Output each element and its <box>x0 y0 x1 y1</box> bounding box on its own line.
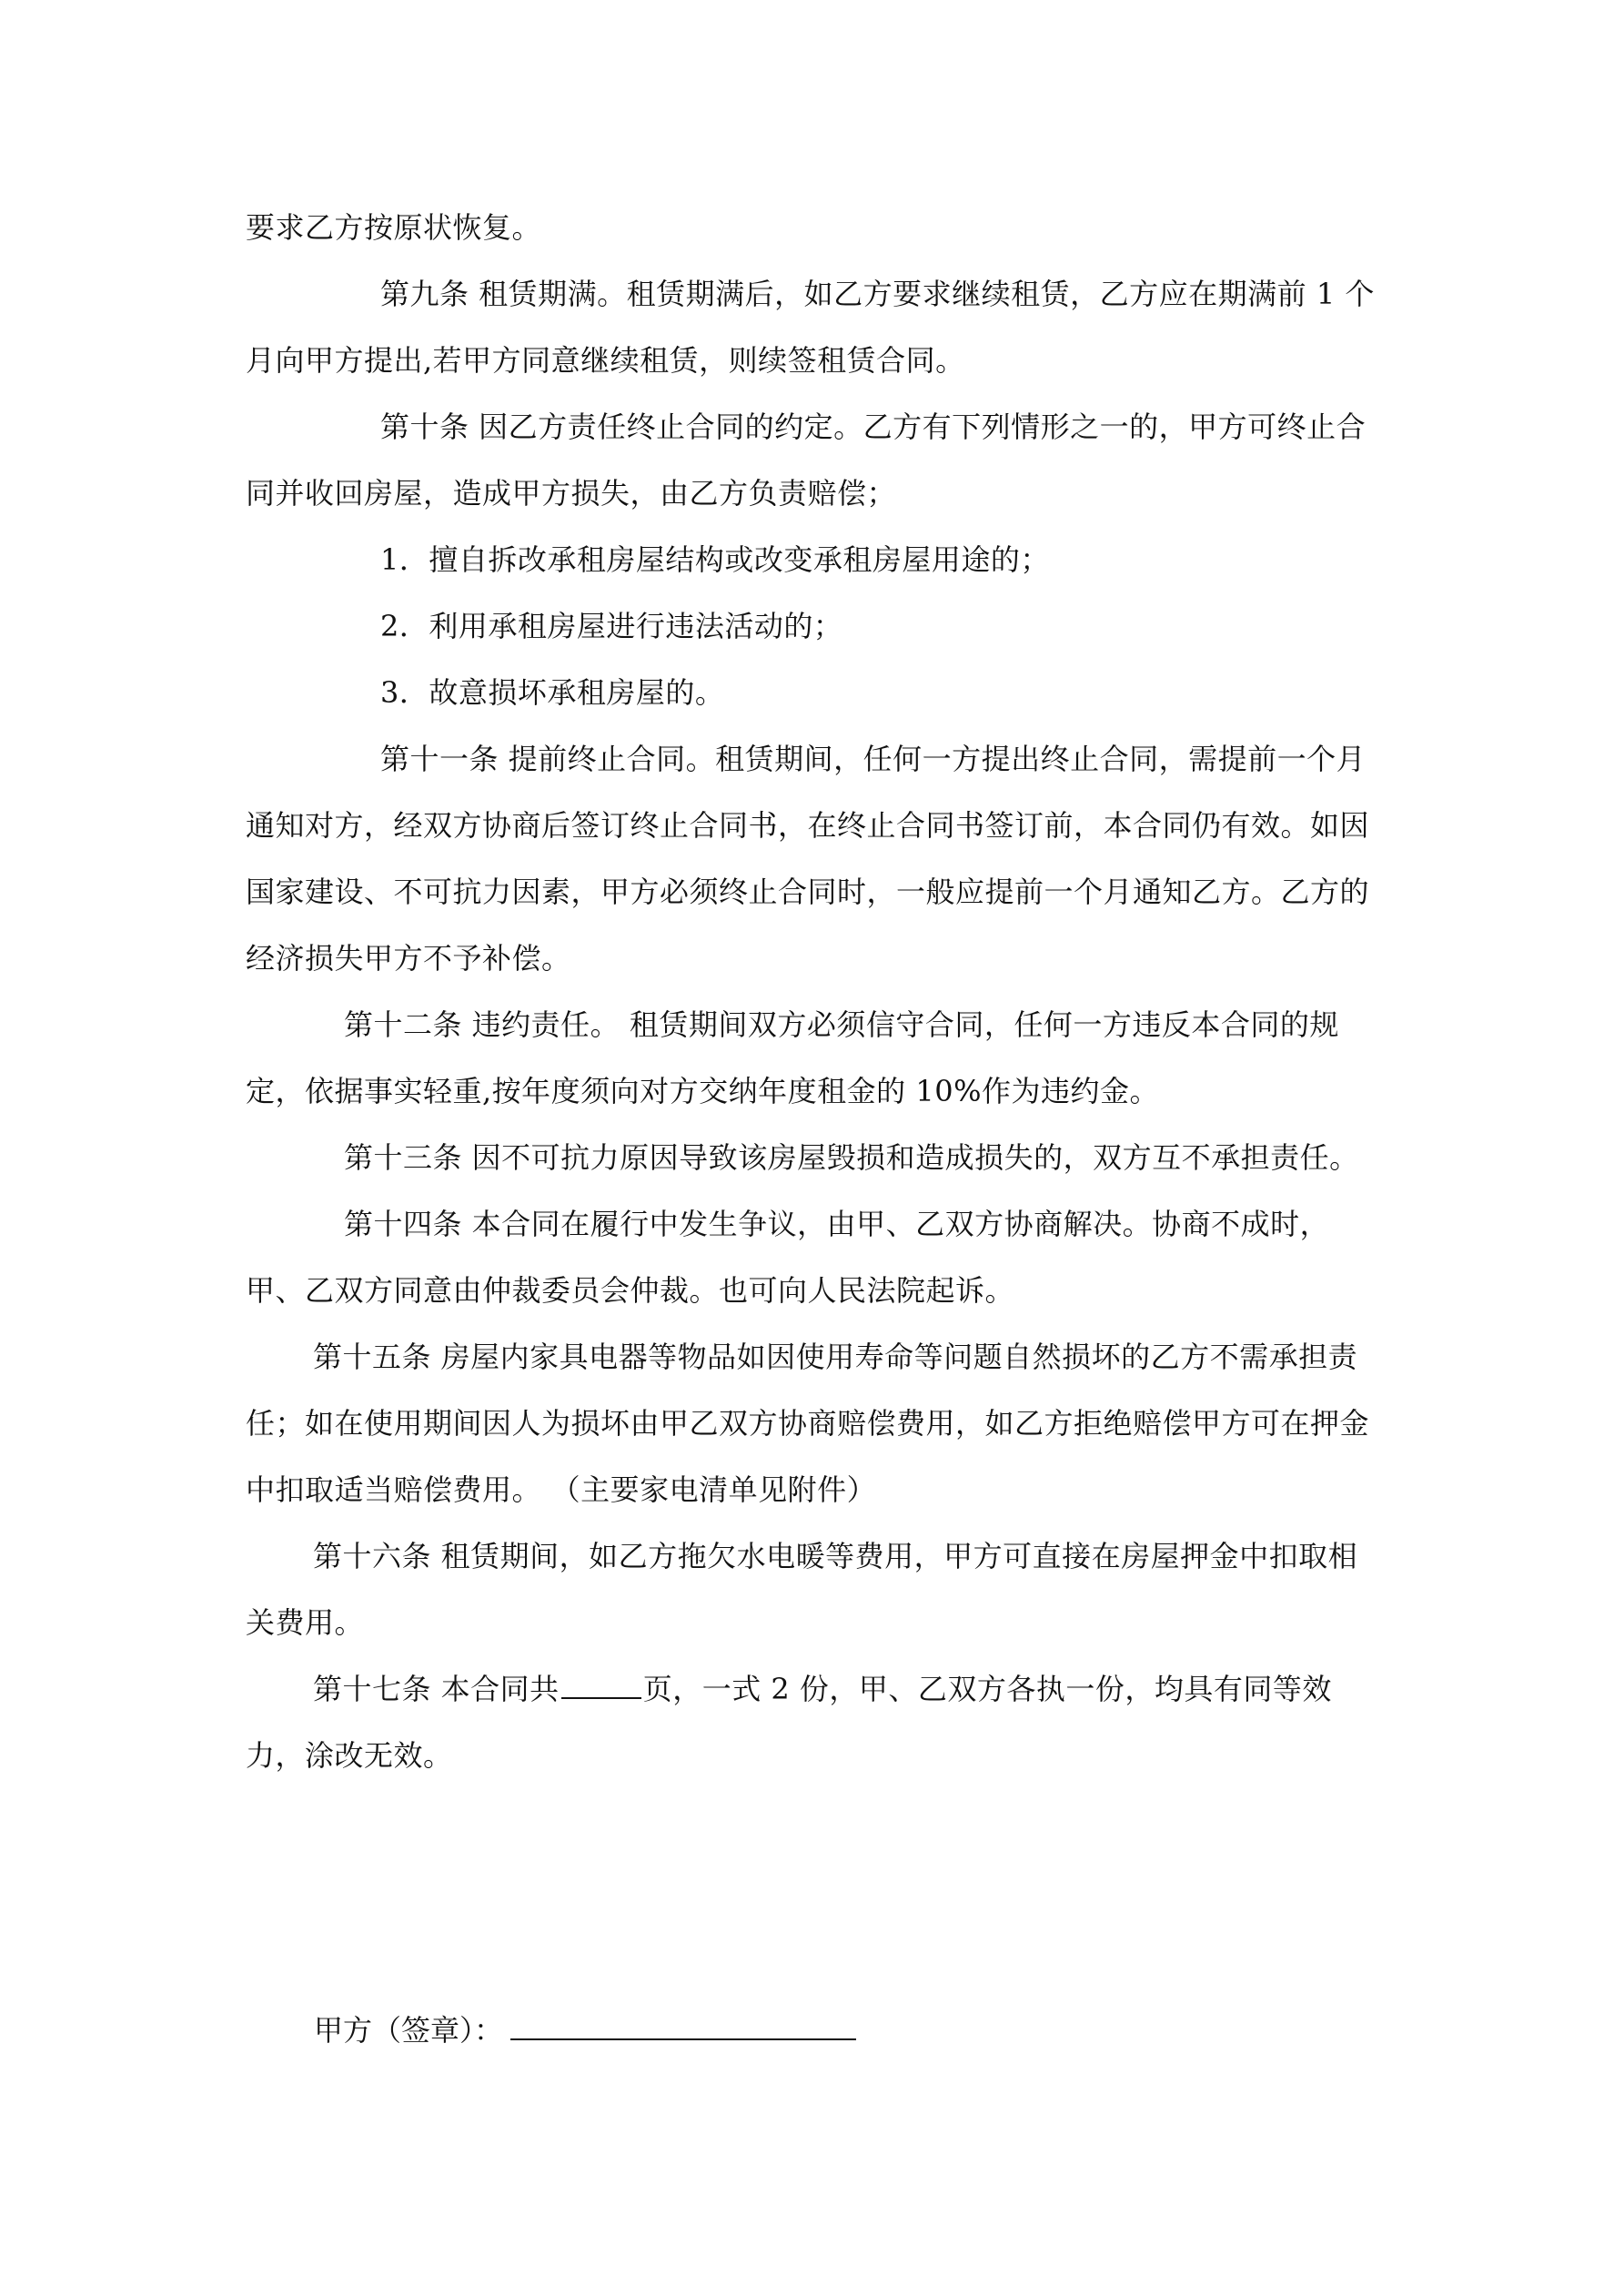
clause-10-item-3: 3．故意损坏承租房屋的。 <box>380 675 725 710</box>
clause-9: 第九条 租赁期满。租赁期满后，如乙方要求继续租赁，乙方应在期满前 1 个月向甲方提出,若甲方同意继续租赁，则续签租赁合同。 <box>246 277 1375 378</box>
clause-15: 第十五条 房屋内家具电器等物品如因使用寿命等问题自然损坏的乙方不需承担责任；如在使用期间因人为损坏由甲乙双方协商赔偿费用，如乙方拒绝赔偿甲方可在押金中扣取适当赔偿费用。 （主要家电清单见附件） <box>246 1340 1370 1507</box>
clause-10-item-1: 1．擅自拆改承租房屋结构或改变承租房屋用途的； <box>380 542 1050 577</box>
contract-body <box>246 195 1383 1789</box>
page-count-blank[interactable] <box>561 1670 641 1699</box>
party-a-signature <box>314 1998 856 2064</box>
clause-14: 第十四条 本合同在履行中发生争议，由甲、乙双方协商解决。协商不成时，甲、乙双方同意由仲裁委员会仲裁。也可向人民法院起诉。 <box>246 1207 1330 1308</box>
clause-17 <box>246 1656 1383 1789</box>
party-a-signature-blank[interactable] <box>510 2008 856 2040</box>
clause-8-tail: 要求乙方按原状恢复。 <box>246 210 542 245</box>
clause-13: 第十三条 因不可抗力原因导致该房屋毁损和造成损失的，双方互不承担责任。 <box>344 1140 1359 1175</box>
clause-17-after: 页，一式 2 份，甲、乙双方各执一份，均具有同等效力，涂改无效。 <box>246 1672 1332 1773</box>
clause-10-item-2: 2．利用承租房屋进行违法活动的； <box>380 609 843 643</box>
clause-16: 第十六条 租赁期间，如乙方拖欠水电暖等费用，甲方可直接在房屋押金中扣取相关费用。 <box>246 1539 1358 1640</box>
clause-12: 第十二条 违约责任。 租赁期间双方必须信守合同，任何一方违反本合同的规定，依据事实轻重,按年度须向对方交纳年度租金的 10%作为违约金。 <box>246 1007 1339 1108</box>
clause-17-before: 第十七条 本合同共 <box>313 1672 560 1706</box>
party-a-label: 甲方（签章）： <box>314 2013 504 2048</box>
clause-10: 第十条 因乙方责任终止合同的约定。乙方有下列情形之一的，甲方可终止合同并收回房屋，造成甲方损失，由乙方负责赔偿； <box>246 410 1367 511</box>
clause-11: 第十一条 提前终止合同。租赁期间，任何一方提出终止合同，需提前一个月通知对方，经双方协商后签订终止合同书，在终止合同书签订前，本合同仍有效。如因国家建设、不可抗力因素，甲方必须终止合同时，一般应提前一个月通知乙方。乙方的经济损失甲方不予补偿。 <box>246 742 1370 976</box>
